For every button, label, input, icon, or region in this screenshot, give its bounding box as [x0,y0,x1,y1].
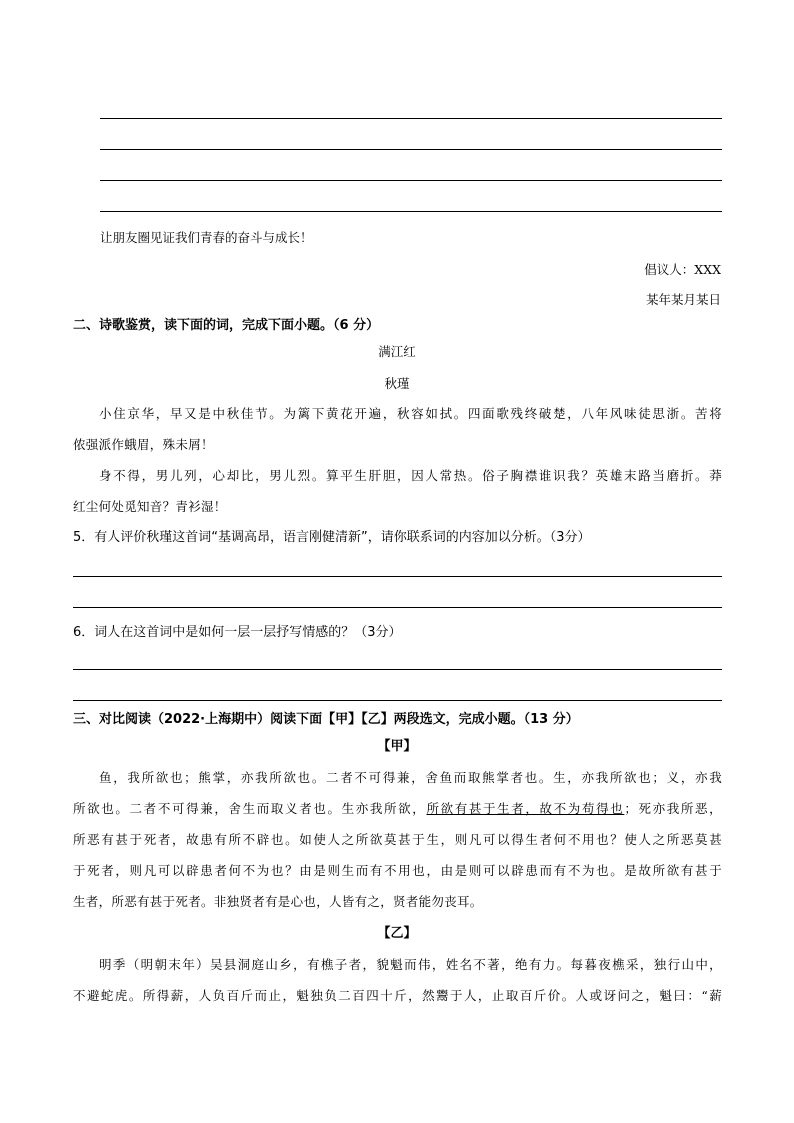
answer-line[interactable] [73,576,722,577]
passage-jia-line: 于死者，则凡可以辟患者何不为也？由是则生而有不用也，由是则可以辟患而有不为也。是故所欲有甚于 [73,863,722,878]
poem-line: 身不得，男儿列，心却比，男儿烈。算平生肝胆，因人常热。俗子胸襟谁识我？英雄末路当磨折。莽 [99,468,722,483]
proposal-closing: 让朋友圈见证我们青春的奋斗与成长！ [100,230,313,245]
answer-line[interactable] [73,700,722,701]
question-5: 5．有人评价秋瑾这首词“基调高昂，语言刚健清新”，请你联系词的内容加以分析。（3分） [73,530,591,545]
answer-line[interactable] [100,180,722,181]
poem-line: 小住京华，早又是中秋佳节。为篱下黄花开遍，秋容如拭。四面歌残终破楚，八年风味徒思浙。苦将 [99,406,722,421]
passage-yi-label: 【乙】 [377,926,417,941]
passage-jia-line [73,801,722,817]
answer-line[interactable] [100,149,722,150]
section2-heading: 二、诗歌鉴赏，读下面的词，完成下面小题。（6 分） [73,318,380,333]
poem-author: 秋瑾 [384,376,410,391]
proposal-date: 某年某月某日 [645,292,721,307]
answer-line[interactable] [100,211,722,212]
answer-line[interactable] [73,669,722,670]
passage-yi-line: 不避蛇虎。所得薪，人负百斤而止，魁独负二百四十斤，然鬻于人，止取百斤价。人或讶问之，魁曰：“薪 [73,988,722,1003]
poem-line: 红尘何处觅知音？青衫湿！ [73,499,227,514]
underlined-sentence: 所欲有甚于生者，故不为苟得也 [426,801,625,816]
answer-line[interactable] [73,607,722,608]
passage-jia-line: 所恶有甚于死者，故患有所不辟也。如使人之所欲莫甚于生，则凡可以得生者何不用也？使人之所恶莫甚 [73,832,722,847]
proposal-signer: 倡议人：XXX [644,262,721,277]
passage-jia-line: 生者，所恶有甚于死者。非独贤者有是心也，人皆有之，贤者能勿丧耳。 [73,894,483,909]
answer-line[interactable] [100,118,722,119]
passage-text: 所欲也。二者不可得兼，舍生而取义者也。生亦我所欲， [73,801,427,816]
section3-heading: 三、对比阅读（2022·上海期中）阅读下面【甲】【乙】两段选文，完成小题。（13 分） [73,712,579,727]
passage-jia-label: 【甲】 [377,739,417,754]
question-6: 6．词人在这首词中是如何一层一层抒写情感的？（3分） [73,625,402,640]
passage-yi-line: 明季（明朝末年）吴县洞庭山乡，有樵子者，貌魁而伟，姓名不著，绝有力。每暮夜樵采，独行山中， [99,957,722,972]
poem-line: 侬强派作蛾眉，殊未屑！ [73,437,214,452]
passage-jia-line: 鱼，我所欲也；熊掌，亦我所欲也。二者不可得兼，舍鱼而取熊掌者也。生，亦我所欲也；义，亦我 [99,770,722,785]
poem-title: 满江红 [378,344,416,359]
passage-text: ；死亦我所恶， [624,801,722,816]
